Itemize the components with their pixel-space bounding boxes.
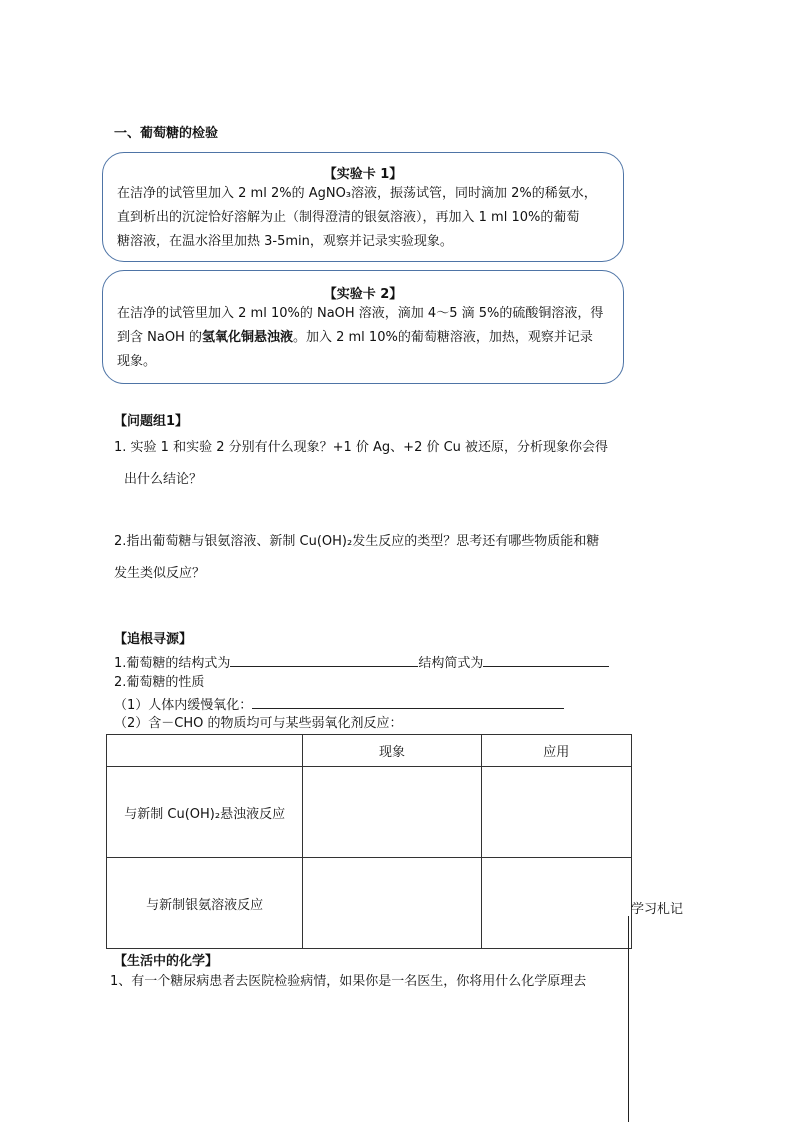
study-notes-label: 学习札记 — [631, 902, 684, 917]
table-cell-phenomenon[interactable] — [303, 767, 481, 858]
table-cell-application[interactable] — [481, 858, 631, 949]
table-cell-application[interactable] — [481, 767, 631, 858]
experiment-card-2 — [102, 270, 624, 384]
structural-formula-blank[interactable] — [230, 654, 418, 667]
source-item-2-2: （2）含－CHO 的物质均可与某些弱氧化剂反应： — [114, 716, 403, 731]
question-group-title: 【问题组1】 — [114, 414, 189, 429]
table-header-application: 应用 — [481, 735, 631, 767]
life-chemistry-title: 【生活中的化学】 — [114, 954, 219, 969]
table-header-phenomenon: 现象 — [303, 735, 481, 767]
card-2-line2-post: 。加入 2 ml 10%的葡萄糖溶液，加热，观察并记录 — [292, 330, 593, 345]
card-1-body — [103, 182, 623, 254]
question-1-line-1: 1. 实验 1 和实验 2 分别有什么现象？+1 价 Ag、+2 价 Cu 被还原，分析现象你会得 — [114, 440, 609, 455]
card-1-line: 直到析出的沉淀恰好溶解为止（制得澄清的银氨溶液），再加入 1 ml 10%的葡萄 — [117, 210, 580, 225]
card-1-line: 在洁净的试管里加入 2 ml 2%的 AgNO₃溶液，振荡试管，同时滴加 2%的稀氨水， — [117, 186, 597, 201]
table-header-cell — [107, 735, 303, 767]
oxidation-label: （1）人体内缓慢氧化： — [114, 698, 253, 713]
card-1-line: 糖溶液，在温水浴里加热 3-5min，观察并记录实验现象。 — [117, 234, 453, 249]
source-title: 【追根寻源】 — [114, 632, 193, 647]
card-1-title: 【实验卡 1】 — [323, 167, 403, 182]
table-row — [107, 767, 632, 858]
oxidation-blank[interactable] — [252, 696, 564, 709]
table-row — [107, 858, 632, 949]
table-row-label: 与新制 Cu(OH)₂悬浊液反应 — [107, 767, 303, 858]
card-2-line — [117, 326, 623, 350]
margin-divider — [628, 916, 629, 1122]
source-item-1 — [114, 654, 609, 672]
simplified-formula-label: 结构简式为 — [418, 656, 484, 671]
source-item-2: 2.葡萄糖的性质 — [114, 675, 205, 690]
section-title: 一、葡萄糖的检验 — [114, 126, 219, 141]
structural-formula-label: 1.葡萄糖的结构式为 — [114, 656, 231, 671]
reaction-table — [106, 734, 632, 949]
card-2-line2-pre: 到含 NaOH 的 — [117, 330, 202, 345]
card-2-line: 在洁净的试管里加入 2 ml 10%的 NaOH 溶液，滴加 4～5 滴 5%的硫酸铜溶液，得 — [117, 306, 604, 321]
life-question-1: 1、有一个糖尿病患者去医院检验病情，如果你是一名医生，你将用什么化学原理去 — [110, 974, 587, 989]
table-header-row — [107, 735, 632, 767]
simplified-formula-blank[interactable] — [483, 654, 609, 667]
card-2-line: 现象。 — [117, 354, 157, 369]
table-cell-phenomenon[interactable] — [303, 858, 481, 949]
card-2-body — [103, 302, 623, 374]
source-item-2-1 — [114, 696, 564, 714]
experiment-card-1 — [102, 152, 624, 262]
card-2-highlight: 氢氧化铜悬浊液 — [201, 330, 293, 345]
question-2-line-1: 2.指出葡萄糖与银氨溶液、新制 Cu(OH)₂发生反应的类型？思考还有哪些物质能和糖 — [114, 534, 600, 549]
table-row-label: 与新制银氨溶液反应 — [107, 858, 303, 949]
card-2-title: 【实验卡 2】 — [323, 287, 403, 302]
question-2-line-2: 发生类似反应？ — [114, 566, 206, 581]
question-1-line-2: 出什么结论？ — [124, 472, 203, 487]
